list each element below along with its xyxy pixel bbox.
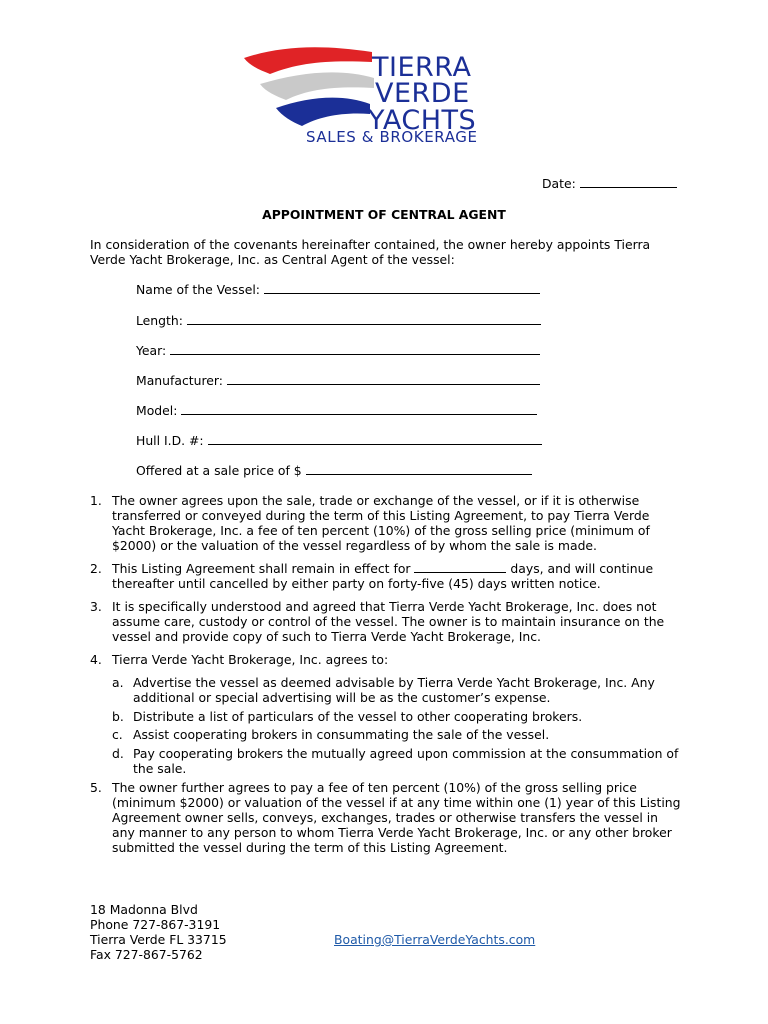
logo-text-line3: YACHTS — [368, 105, 477, 136]
hull-id-field — [136, 433, 542, 448]
term-text: It is specifically understood and agreed that Tierra Verde Yacht Brokerage, Inc. does not assume care, custody or control of the vessel. The owner is to maintain insurance on the vessel and provide copy of such to Tierra Verde Yacht Brokerage, Inc. — [112, 599, 665, 644]
term-duration-pre: This Listing Agreement shall remain in effect for — [112, 561, 411, 576]
contact-footer — [90, 902, 227, 962]
company-logo — [240, 44, 532, 150]
footer-city: Tierra Verde FL 33715 — [90, 932, 227, 947]
footer-fax: Fax 727-867-5762 — [90, 947, 203, 962]
logo-subtitle: SALES & BROKERAGE — [306, 128, 478, 146]
length-field — [136, 313, 541, 328]
date-field — [542, 176, 677, 191]
term-number: 4. — [90, 652, 102, 667]
manufacturer-label: Manufacturer: — [136, 373, 223, 388]
sale-price-label: Offered at a sale price of $ — [136, 463, 302, 478]
term-duration-post: days, and will continue thereafter until cancelled by either party on forty-five (45) days written notice. — [112, 561, 654, 591]
sub-item-text: Assist cooperating brokers in consummating the sale of the vessel. — [133, 727, 550, 742]
logo-text-line1: TIERRA — [372, 52, 472, 83]
year-blank[interactable] — [170, 343, 540, 355]
term-number: 2. — [90, 561, 102, 576]
model-blank[interactable] — [181, 403, 537, 415]
year-field — [136, 343, 540, 358]
year-label: Year: — [136, 343, 167, 358]
term-number: 5. — [90, 780, 102, 795]
sub-item-letter: c. — [112, 727, 123, 742]
sub-item-text: Advertise the vessel as deemed advisable by Tierra Verde Yacht Brokerage, Inc. Any additional or special advertising will be as the customer’s expense. — [133, 675, 655, 705]
model-field — [136, 403, 537, 418]
hull-id-label: Hull I.D. #: — [136, 433, 204, 448]
document-title: APPOINTMENT OF CENTRAL AGENT — [262, 207, 506, 222]
date-blank[interactable] — [580, 176, 677, 188]
term-text — [112, 561, 682, 591]
sub-item-text: Pay cooperating brokers the mutually agreed upon commission at the consummation of the sale. — [133, 746, 679, 776]
email-link[interactable]: Boating@TierraVerdeYachts.com — [334, 932, 536, 947]
length-label: Length: — [136, 313, 183, 328]
sub-item-letter: d. — [112, 746, 124, 761]
term-text: The owner further agrees to pay a fee of ten percent (10%) of the gross selling price (minimum $2000) or valuation of the vessel if at any time within one (1) year of this Listing Agreement owner sells, conveys, exchanges, trades or otherwise transfers the vessel in any manner to any person to whom Tierra Verde Yacht Brokerage, Inc. or any other broker submitted the vessel during the term of this Listing Agreement. — [112, 780, 681, 855]
hull-id-blank[interactable] — [208, 433, 542, 445]
vessel-name-blank[interactable] — [264, 282, 540, 294]
sub-item-text: Distribute a list of particulars of the vessel to other cooperating brokers. — [133, 709, 583, 724]
sale-price-field — [136, 463, 532, 478]
model-label: Model: — [136, 403, 178, 418]
manufacturer-blank[interactable] — [227, 373, 540, 385]
logo-text-line2: VERDE — [375, 78, 470, 109]
term-number: 1. — [90, 493, 102, 508]
footer-phone: Phone 727-867-3191 — [90, 917, 221, 932]
term-number: 3. — [90, 599, 102, 614]
length-blank[interactable] — [187, 313, 541, 325]
intro-paragraph: In consideration of the covenants hereinafter contained, the owner hereby appoints Tierra Verde Yacht Brokerage, Inc. as Central Agent of the vessel: — [90, 237, 651, 267]
manufacturer-field — [136, 373, 540, 388]
sub-item-letter: b. — [112, 709, 124, 724]
sub-item-letter: a. — [112, 675, 124, 690]
footer-address: 18 Madonna Blvd — [90, 902, 198, 917]
sale-price-blank[interactable] — [306, 463, 532, 475]
date-label: Date: — [542, 176, 576, 191]
duration-days-blank[interactable] — [414, 561, 506, 573]
term-text: The owner agrees upon the sale, trade or exchange of the vessel, or if it is otherwise transferred or conveyed during the term of this Listing Agreement, to pay Tierra Verde Yacht Brokerage, Inc. a fee of ten percent (10%) of the gross selling price (minimum of $2000) or the valuation of the vessel regardless of by whom the sale is made. — [112, 493, 650, 553]
vessel-name-field — [136, 282, 540, 297]
vessel-name-label: Name of the Vessel: — [136, 282, 260, 297]
term-text: Tierra Verde Yacht Brokerage, Inc. agrees to: — [112, 652, 389, 667]
